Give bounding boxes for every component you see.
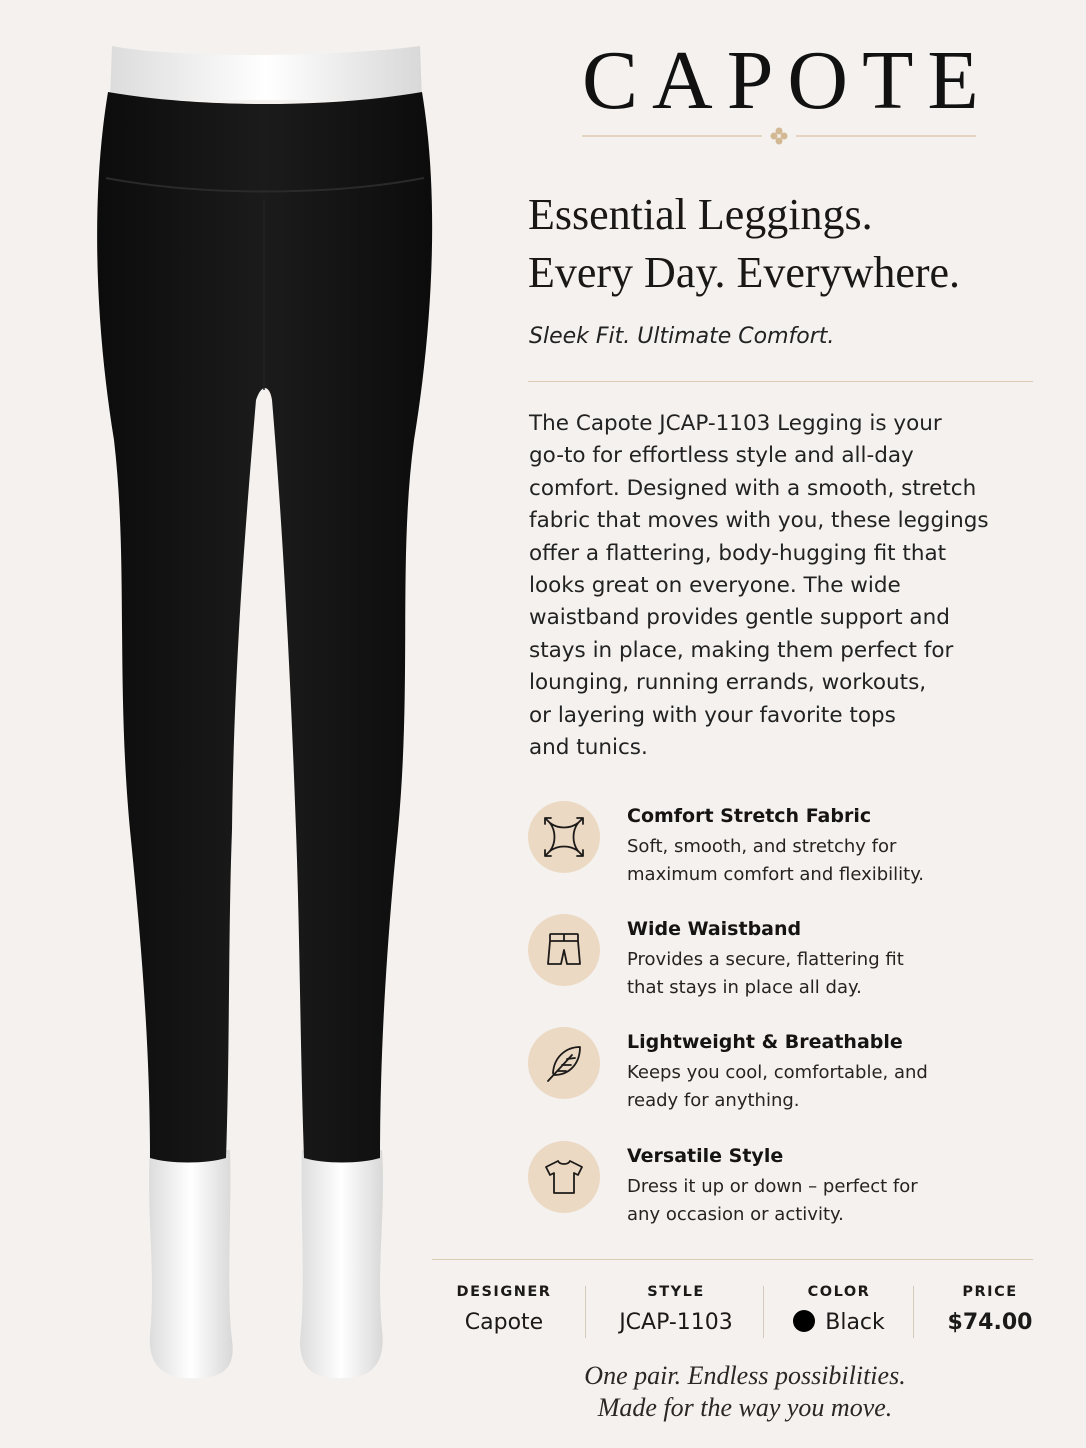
feature-title: Versatile Style (627, 1145, 784, 1167)
spec-designer (440, 1284, 568, 1335)
feature-title: Comfort Stretch Fabric (627, 805, 872, 827)
spec-label: COLOR (807, 1284, 871, 1300)
shorts-waistband-icon (528, 914, 600, 986)
brand-logo: CAPOTE (582, 34, 993, 127)
description-line: looks great on everyone. The wide (529, 573, 901, 599)
description-line: comfort. Designed with a smooth, stretch (529, 475, 977, 501)
description-line: offer a flattering, body-hugging fit that (529, 540, 947, 566)
feature-body (627, 946, 1007, 1002)
spec-value: JCAP-1103 (619, 1310, 733, 1335)
spec-label: DESIGNER (456, 1284, 552, 1300)
feature-body-line: Provides a secure, flattering fit (627, 949, 904, 970)
feature-body-line: Soft, smooth, and stretchy for (627, 836, 897, 857)
feature-comfort-stretch (528, 801, 1008, 885)
spec-color (776, 1284, 902, 1335)
spec-value-wrap (776, 1310, 902, 1335)
color-swatch (793, 1310, 815, 1332)
divider (432, 1259, 1033, 1260)
product-image-leggings (0, 0, 470, 1448)
closing-line-2: Made for the way you move. (597, 1393, 893, 1422)
closing-line-1: One pair. Endless possibilities. (584, 1361, 906, 1390)
spec-price (934, 1284, 1046, 1335)
closing-tagline (432, 1360, 1058, 1424)
divider (528, 381, 1033, 382)
feature-body-line: that stays in place all day. (627, 977, 862, 998)
headline (528, 186, 1048, 302)
price-value: $74.00 (947, 1310, 1033, 1335)
stretch-arrows-icon (528, 801, 600, 873)
product-description (529, 408, 1019, 764)
description-line: or layering with your favorite tops (529, 702, 896, 728)
spec-value: Black (825, 1310, 885, 1335)
mannequin-torso (110, 46, 422, 100)
mannequin-right-foot (300, 1150, 383, 1378)
feature-body-line: Dress it up or down – perfect for (627, 1176, 918, 1197)
feature-body-line: ready for anything. (627, 1090, 800, 1111)
description-line: stays in place, making them perfect for (529, 637, 954, 663)
feather-icon (528, 1027, 600, 1099)
spec-style (600, 1284, 752, 1335)
feature-title: Wide Waistband (627, 918, 802, 940)
spec-value: Capote (464, 1310, 544, 1335)
description-line: fabric that moves with you, these leggings (529, 508, 989, 534)
feature-body (627, 1059, 1007, 1115)
description-line: and tunics. (529, 735, 648, 761)
description-line: go-to for effortless style and all-day (529, 443, 914, 469)
description-line: The Capote JCAP-1103 Legging is your (529, 411, 942, 436)
feature-versatile-style (528, 1141, 1008, 1225)
feature-body-line: any occasion or activity. (627, 1204, 844, 1225)
tshirt-icon (528, 1141, 600, 1213)
headline-line-1: Essential Leggings. (528, 190, 873, 239)
spec-divider (913, 1286, 914, 1338)
spec-divider (585, 1286, 586, 1338)
description-line: waistband provides gentle support and (529, 605, 950, 631)
headline-line-2: Every Day. Everywhere. (528, 248, 961, 297)
spec-label: STYLE (647, 1284, 705, 1300)
feature-body-line: maximum comfort and flexibility. (627, 864, 925, 885)
spec-label: PRICE (962, 1284, 1018, 1300)
tagline: Sleek Fit. Ultimate Comfort. (529, 324, 835, 349)
feature-title: Lightweight & Breathable (627, 1031, 903, 1053)
description-line: lounging, running errands, workouts, (529, 670, 927, 696)
mannequin-left-foot (149, 1150, 233, 1378)
feature-lightweight-breathable (528, 1027, 1008, 1111)
spec-divider (763, 1286, 764, 1338)
feature-body-line: Keeps you cool, comfortable, and (627, 1062, 928, 1083)
feature-body (627, 833, 1007, 889)
brand-divider-ornament (582, 126, 976, 146)
feature-body (627, 1173, 1007, 1229)
feature-wide-waistband (528, 914, 1008, 998)
